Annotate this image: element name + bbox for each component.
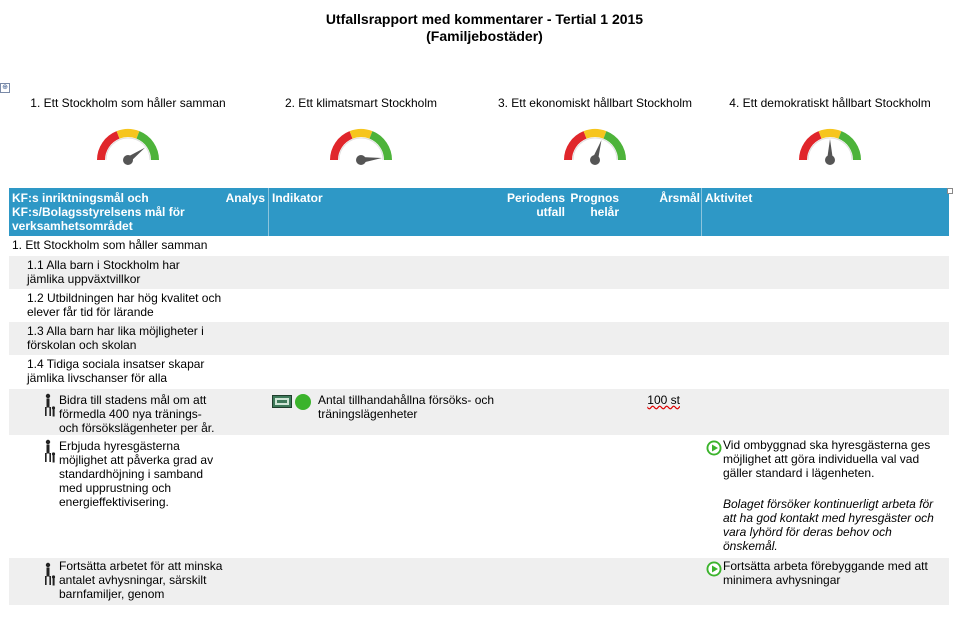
header-aktivitet: Aktivitet	[705, 191, 753, 205]
gauge-1	[13, 96, 243, 183]
gauge-yellow-zone	[351, 133, 371, 135]
gauge-hub	[123, 155, 133, 165]
gauge-hub	[356, 155, 366, 165]
green-status-icon	[295, 394, 311, 410]
table-row	[9, 435, 949, 558]
gauge-yellow-zone	[585, 133, 605, 135]
header-analys: Analys	[225, 191, 265, 205]
row-arsmal-value: 100 st	[647, 393, 680, 407]
row-arsmal	[629, 393, 680, 407]
table-row	[9, 289, 949, 322]
row-activity[interactable]: Fortsätta arbeta förebyggande med att minimera avhysningar	[723, 559, 928, 587]
person-with-child-icon	[43, 439, 57, 465]
row-goal: Fortsätta arbetet för att minska antalet avhysningar, särskilt barnfamiljer, genom	[59, 559, 223, 601]
row-goal: 1.4 Tidiga sociala insatser skapar jämlika livschanser för alla	[27, 357, 205, 385]
gauge-yellow-zone	[118, 133, 138, 135]
gauge-label: 2. Ett klimatsmart Stockholm	[284, 96, 438, 110]
table-row	[9, 236, 949, 256]
row-goal: Erbjuda hyresgästerna möjlighet att påverka grad av standardhöjning i samband med upprustning och energieffektivisering.	[59, 439, 214, 509]
gauge-label: 3. Ett ekonomiskt hållbart Stockholm	[497, 96, 693, 110]
header-indikator: Indikator	[272, 191, 323, 205]
row-activity-comment: Bolaget försöker kontinuerligt arbeta för att ha god kontakt med hyresgäster och vara lyhörd för deras behov och önskemål.	[723, 497, 934, 553]
gauge-yellow-zone	[820, 133, 840, 135]
table-row	[9, 256, 949, 289]
row-goal: Bidra till stadens mål om att förmedla 400 nya tränings- och försökslägenheter per år.	[59, 393, 215, 435]
person-with-child-icon	[43, 393, 57, 419]
play-icon[interactable]	[706, 440, 722, 456]
report-title	[0, 11, 969, 45]
play-icon[interactable]	[706, 561, 722, 577]
gauge-4	[715, 96, 945, 183]
report-table	[9, 188, 949, 605]
table-row	[9, 558, 949, 605]
table-anchor-icon[interactable]: ⊕	[0, 83, 10, 93]
gauge-hub	[825, 155, 835, 165]
flag-icon[interactable]	[272, 395, 292, 408]
gauge-label: 4. Ett demokratiskt hållbart Stockholm	[729, 96, 931, 110]
gauge-hub	[590, 155, 600, 165]
gauge-dial	[326, 123, 396, 183]
header-arsmal: Årsmål	[659, 191, 700, 205]
header-periodens-utfall: Periodens utfall	[506, 191, 565, 219]
person-with-child-icon	[43, 562, 57, 588]
gauge-2	[246, 96, 476, 183]
table-row	[9, 322, 949, 355]
gauge-dial	[93, 123, 163, 183]
report-title-line2: (Familjebostäder)	[426, 28, 543, 44]
gauge-label: 1. Ett Stockholm som håller samman	[30, 96, 226, 110]
row-activity[interactable]: Vid ombyggnad ska hyresgästerna ges möjlighet att göra individuella val vad gäller standard i lägenheten.	[723, 438, 931, 480]
gauge-dial	[795, 123, 865, 183]
row-goal: 1.1 Alla barn i Stockholm har jämlika uppväxtvillkor	[27, 258, 180, 286]
header-prognos-helar: Prognos helår	[570, 191, 619, 219]
report-title-line1: Utfallsrapport med kommentarer - Tertial 1 2015	[325, 11, 644, 27]
table-header	[9, 188, 949, 236]
header-goal: KF:s inriktningsmål och KF:s/Bolagsstyrelsens mål för verksamhetsområdet	[12, 191, 185, 233]
row-indicator[interactable]: Antal tillhandahållna försöks- och träningslägenheter	[318, 393, 495, 421]
table-row	[9, 355, 949, 389]
gauge-3	[480, 96, 710, 183]
row-goal: 1.3 Alla barn har lika möjligheter i förskolan och skolan	[27, 324, 204, 352]
gauge-dial	[560, 123, 630, 183]
row-goal: 1. Ett Stockholm som håller samman	[12, 238, 208, 252]
table-row	[9, 389, 949, 435]
row-goal: 1.2 Utbildningen har hög kvalitet och elever får tid för lärande	[27, 291, 222, 319]
